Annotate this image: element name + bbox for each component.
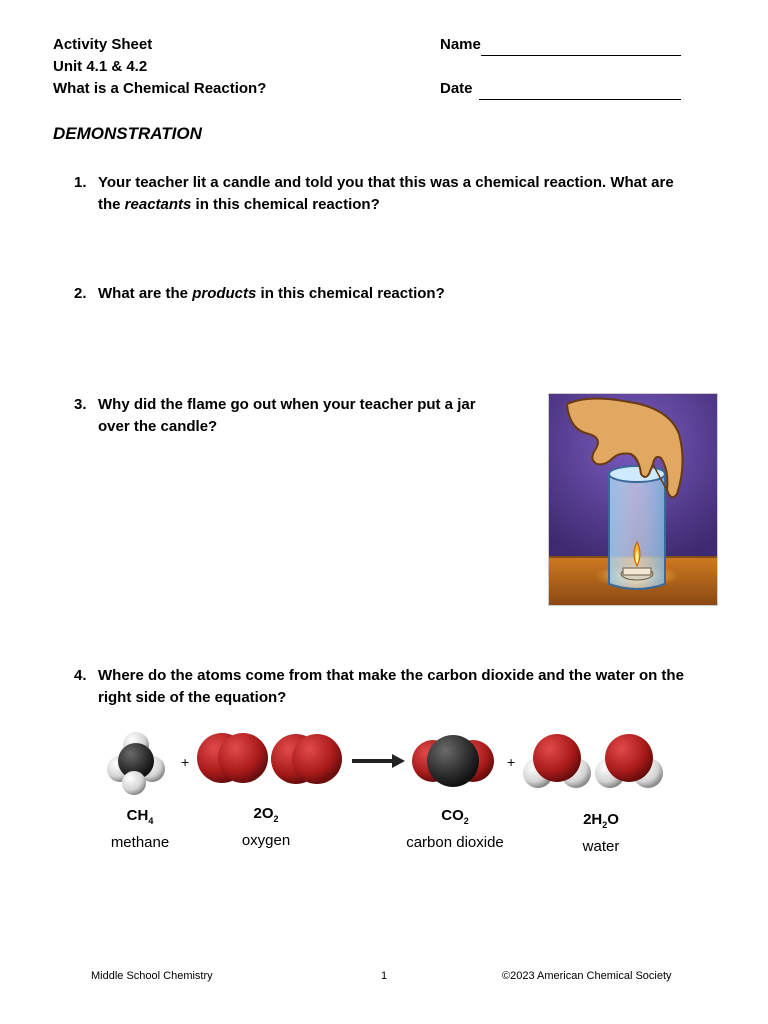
carbon-dioxide-model bbox=[412, 735, 494, 787]
candle-jar-svg bbox=[549, 394, 717, 605]
page-number: 1 bbox=[381, 970, 388, 982]
question-text-part: in this chemical reaction? bbox=[191, 196, 380, 213]
footer-left: Middle School Chemistry bbox=[91, 970, 213, 982]
section-title: DEMONSTRATION bbox=[53, 124, 202, 143]
question-text-part: What are the bbox=[98, 285, 193, 302]
footer-copyright: ©2023 American Chemical Society bbox=[502, 970, 672, 982]
header-left bbox=[53, 34, 266, 100]
methane-model bbox=[107, 732, 165, 795]
question-text-part: in this chemical reaction? bbox=[256, 285, 445, 302]
formula-text: O bbox=[607, 811, 619, 828]
water-model bbox=[523, 734, 591, 788]
candle-jar-illustration bbox=[548, 393, 718, 606]
header-right bbox=[440, 34, 681, 100]
formula-text: 2O bbox=[253, 805, 274, 822]
question-text bbox=[98, 283, 694, 305]
carbon-dioxide-name: carbon dioxide bbox=[406, 834, 504, 851]
formula-subscript: 2 bbox=[273, 814, 279, 824]
oxygen-model bbox=[271, 734, 342, 784]
formula-text: CH bbox=[126, 807, 149, 824]
question-text-line: over the candle? bbox=[98, 418, 218, 435]
co2-formula bbox=[395, 805, 515, 832]
question-number: 4. bbox=[74, 667, 87, 684]
unit-label: Unit 4.1 & 4.2 bbox=[53, 58, 148, 75]
date-field[interactable] bbox=[479, 84, 681, 100]
page-title: What is a Chemical Reaction? bbox=[53, 80, 267, 97]
plus-sign: + bbox=[507, 754, 516, 770]
methane-formula bbox=[100, 805, 180, 832]
name-label: Name bbox=[440, 36, 481, 53]
carbon-dioxide-label bbox=[395, 805, 515, 853]
oxygen-name: oxygen bbox=[241, 832, 291, 849]
date-label: Date bbox=[440, 80, 473, 97]
methane-name: methane bbox=[110, 834, 170, 851]
water-formula bbox=[561, 809, 641, 836]
question-4 bbox=[74, 665, 694, 709]
oxygen-model bbox=[197, 733, 268, 783]
name-field[interactable] bbox=[481, 40, 681, 56]
question-number: 2. bbox=[74, 285, 87, 302]
formula-text: CO bbox=[441, 807, 464, 824]
question-text-part: Your teacher lit a candle and told you that this was a chemical reaction. What are the bbox=[98, 174, 674, 213]
question-number: 1. bbox=[74, 174, 87, 191]
reaction-arrow-icon bbox=[352, 754, 405, 768]
emphasis-text: products bbox=[192, 285, 257, 302]
question-1 bbox=[74, 172, 694, 216]
date-row bbox=[440, 78, 681, 100]
methane-label bbox=[100, 805, 180, 853]
water-model bbox=[595, 734, 663, 788]
oxygen-formula bbox=[226, 803, 306, 830]
question-2 bbox=[74, 283, 694, 305]
formula-text: 2H bbox=[583, 811, 603, 828]
molecule-models bbox=[100, 725, 680, 800]
question-text bbox=[98, 172, 694, 216]
question-text bbox=[98, 394, 514, 438]
plus-sign: + bbox=[181, 754, 190, 770]
activity-sheet-label: Activity Sheet bbox=[53, 36, 153, 53]
water-name: water bbox=[582, 838, 620, 855]
question-text: Where do the atoms come from that make the carbon dioxide and the water on the right side of the equation? bbox=[98, 667, 684, 706]
reaction-equation bbox=[100, 725, 680, 800]
formula-subscript: 4 bbox=[148, 816, 154, 826]
oxygen-label bbox=[226, 803, 306, 851]
name-row bbox=[440, 34, 681, 56]
question-number: 3. bbox=[74, 396, 87, 413]
water-label bbox=[561, 809, 641, 857]
formula-subscript: 2 bbox=[602, 820, 608, 830]
question-3 bbox=[74, 394, 514, 438]
emphasis-text: reactants bbox=[124, 196, 192, 213]
question-text-line: Why did the flame go out when your teacher put a jar bbox=[98, 396, 476, 413]
formula-subscript: 2 bbox=[463, 816, 469, 826]
